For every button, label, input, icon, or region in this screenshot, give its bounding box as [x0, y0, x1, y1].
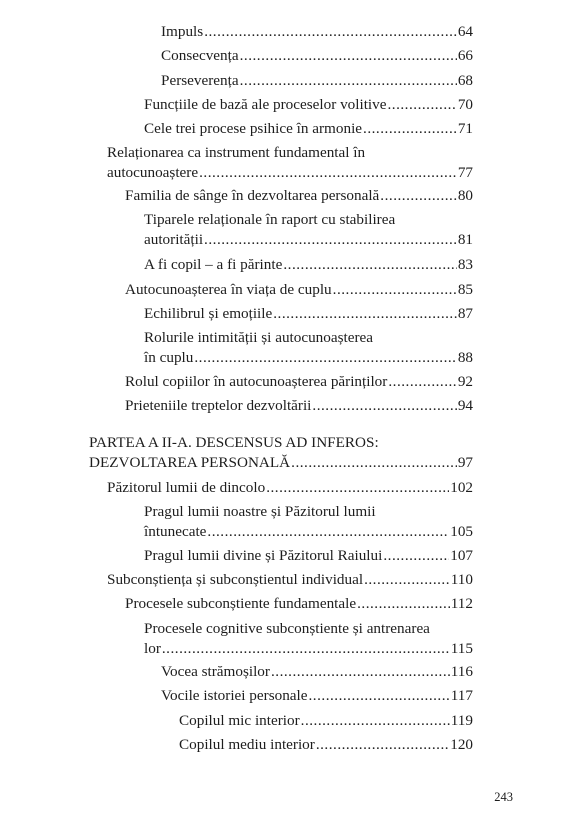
toc-entry-title: DEZVOLTAREA PERSONALĂ: [89, 453, 291, 471]
dot-leader: [383, 546, 449, 565]
toc-entry: [179, 711, 473, 731]
toc-entry: [89, 433, 473, 472]
toc-entry-title: Vocile istoriei personale: [161, 687, 308, 704]
toc-entry: [125, 372, 473, 392]
toc-entry: [107, 570, 473, 590]
toc-entry-page: 117: [450, 687, 473, 704]
dot-leader: [291, 453, 457, 472]
dot-leader: [199, 163, 457, 182]
toc-entry-page: 110: [450, 571, 473, 588]
toc-entry: [144, 546, 473, 566]
dot-leader: [240, 71, 457, 90]
toc-entry-page: 71: [457, 120, 473, 137]
dot-leader: [194, 348, 456, 367]
toc-entry-page: 105: [450, 522, 473, 540]
toc-entry-title: Păzitorul lumii de dincolo: [107, 479, 266, 496]
toc-entry-title: Autocunoașterea în viața de cuplu: [125, 281, 332, 298]
toc-entry: [179, 735, 473, 755]
toc-entry-title: Copilul mic interior: [179, 712, 300, 729]
toc-entry: [107, 478, 473, 498]
dot-leader: [388, 372, 456, 391]
toc-entry: [161, 686, 473, 706]
toc-entry-title: Copilul mediu interior: [179, 736, 315, 753]
toc-entry-page: 88: [457, 348, 473, 366]
dot-leader: [333, 280, 457, 299]
toc-entry-title: Familia de sânge în dezvoltarea personală: [125, 187, 380, 204]
toc-entry-title: Echilibrul și emoțiile: [144, 305, 273, 322]
toc-entry-page: 119: [450, 712, 473, 729]
toc-entry-page: 115: [450, 639, 473, 657]
toc-entry-title-line: Pragul lumii noastre și Păzitorul lumii: [144, 503, 376, 520]
toc-entry-page: 77: [457, 163, 473, 181]
dot-leader: [283, 255, 456, 274]
dot-leader: [266, 478, 449, 497]
toc-entry-title-line: Procesele cognitive subconștiente și antrenarea: [144, 620, 430, 637]
toc-entry-title: autocunoaștere: [107, 163, 199, 181]
dot-leader: [363, 119, 457, 138]
toc-entry-page: 87: [457, 305, 473, 322]
dot-leader: [273, 304, 457, 323]
toc-entry-title: Perseverența: [161, 72, 239, 89]
toc-entry-title: Cele trei procese psihice în armonie: [144, 120, 363, 137]
toc-entry-page: 94: [457, 397, 473, 414]
toc-entry-title: lor: [144, 639, 161, 657]
toc-entry-page: 97: [457, 453, 473, 471]
dot-leader: [207, 522, 449, 541]
toc-entry-title: Funcțiile de bază ale proceselor volitive: [144, 96, 387, 113]
toc-entry-title-line: Relaționarea ca instrument fundamental în: [107, 144, 366, 161]
toc-entry: [125, 186, 473, 206]
toc-entry-page: 70: [457, 96, 473, 113]
toc-entry: [144, 502, 473, 541]
toc-entry-title: Consecvența: [161, 47, 239, 64]
toc-entry-title: Procesele subconștiente fundamentale: [125, 595, 357, 612]
toc-entry-page: 85: [457, 281, 473, 298]
toc-entry: [125, 396, 473, 416]
toc-entry-title: Subconștiența și subconștientul individual: [107, 571, 364, 588]
toc-entry-title: întunecate: [144, 522, 207, 540]
toc-entry: [144, 210, 473, 249]
dot-leader: [309, 686, 450, 705]
toc-entry-title: Prieteniile treptelor dezvoltării: [125, 397, 312, 414]
toc-entry: [161, 71, 473, 91]
toc-entry-page: 120: [450, 736, 473, 753]
toc-entry-page: 80: [457, 187, 473, 204]
dot-leader: [204, 22, 457, 41]
dot-leader: [312, 396, 456, 415]
toc-entry: [161, 22, 473, 42]
dot-leader: [271, 662, 450, 681]
toc-entry: [161, 662, 473, 682]
toc-entry-title-line: Rolurile intimității și autocunoașterea: [144, 329, 374, 346]
toc-entry-title: Pragul lumii divine și Păzitorul Raiului: [144, 547, 383, 564]
toc-entry: [125, 594, 473, 614]
toc-entry-page: 66: [457, 47, 473, 64]
toc-entry: [144, 119, 473, 139]
toc-entry-page: 81: [457, 230, 473, 248]
toc-entry-title: Impuls: [161, 23, 204, 40]
dot-leader: [357, 594, 450, 613]
toc-entry-title: Rolul copiilor în autocunoașterea părinților: [125, 373, 388, 390]
toc-entry-title-line: Tiparele relaționale în raport cu stabilirea: [144, 211, 396, 228]
toc-entry-title: A fi copil – a fi părinte: [144, 256, 283, 273]
toc-entry-page: 64: [457, 23, 473, 40]
toc-entry-page: 68: [457, 72, 473, 89]
toc-entry-page: 112: [450, 595, 473, 612]
toc-entry-page: 116: [450, 663, 473, 680]
toc-entry-title: autorității: [144, 230, 204, 248]
toc-entry: [144, 619, 473, 658]
toc-entry: [125, 280, 473, 300]
toc-entry: [144, 95, 473, 115]
toc-entry: [107, 143, 473, 182]
dot-leader: [162, 639, 450, 658]
dot-leader: [387, 95, 456, 114]
dot-leader: [364, 570, 450, 589]
toc-entry: [161, 46, 473, 66]
toc-entry: [144, 304, 473, 324]
dot-leader: [380, 186, 457, 205]
dot-leader: [316, 735, 449, 754]
dot-leader: [204, 230, 457, 249]
dot-leader: [301, 711, 450, 730]
toc-entry-page: 92: [457, 373, 473, 390]
dot-leader: [240, 46, 457, 65]
toc-entry-page: 83: [457, 256, 473, 273]
toc-entry-title: în cuplu: [144, 348, 194, 366]
toc-entry-page: 102: [450, 479, 473, 496]
toc-entry-page: 107: [450, 547, 473, 564]
toc-entry: [144, 328, 473, 367]
toc-entry-title-line: PARTEA A II-A. DESCENSUS AD INFEROS:: [89, 434, 379, 451]
toc-entry-title: Vocea strămoșilor: [161, 663, 270, 680]
page-number: 243: [494, 790, 513, 804]
toc-entry: [144, 255, 473, 275]
